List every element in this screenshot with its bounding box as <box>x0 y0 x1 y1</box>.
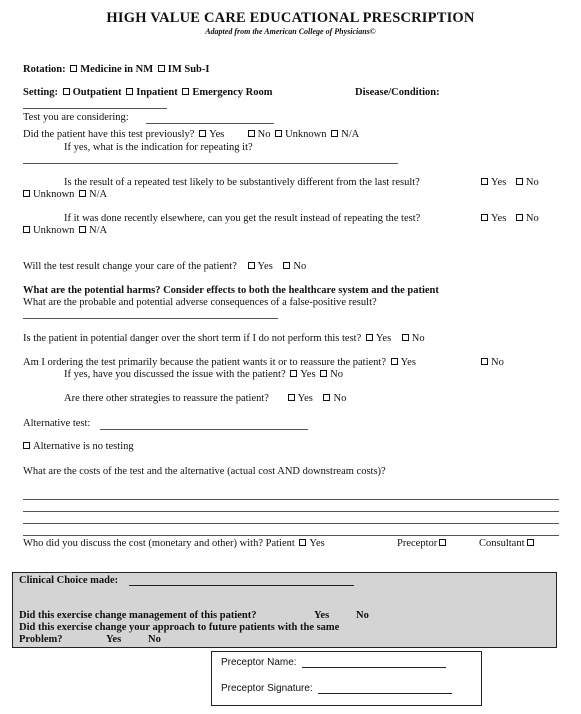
false-positive-question: What are the probable and potential adverse consequences of a false-positive result? <box>23 297 377 308</box>
costs-question: What are the costs of the test and the alternative (actual cost AND downstream costs)? <box>23 466 386 477</box>
repeat-no-checkbox[interactable] <box>516 178 523 185</box>
setting-er-label: Emergency Room <box>192 87 273 98</box>
approach-question-cont: Problem? <box>19 634 63 645</box>
discussed-row <box>64 369 343 380</box>
repeat-unknown-checkbox[interactable] <box>23 190 30 197</box>
discussed-no-checkbox[interactable] <box>320 370 327 377</box>
setting-outpatient-label: Outpatient <box>72 87 122 98</box>
rotation-subi-checkbox[interactable] <box>158 65 165 72</box>
management-yes[interactable]: Yes <box>314 610 330 621</box>
setting-row <box>23 87 273 98</box>
elsewhere-na-label: N/A <box>89 225 108 236</box>
elsewhere-yesno <box>479 213 539 224</box>
previous-unknown-checkbox[interactable] <box>275 130 282 137</box>
discuss-consultant <box>479 538 537 549</box>
danger-yes-label: Yes <box>375 333 392 344</box>
setting-underline <box>23 108 167 109</box>
approach-question: Did this exercise change your approach to future patients with the same <box>19 622 340 633</box>
strategies-yes-label: Yes <box>297 393 313 404</box>
repeat-yes-checkbox[interactable] <box>481 178 488 185</box>
previous-row <box>23 129 359 140</box>
setting-inpatient-checkbox[interactable] <box>126 88 133 95</box>
repeat-na-checkbox[interactable] <box>79 190 86 197</box>
rotation-label: Rotation: <box>23 64 66 75</box>
repeat-row2 <box>23 189 107 200</box>
indication-question: If yes, what is the indication for repeating it? <box>64 142 253 153</box>
elsewhere-yes-checkbox[interactable] <box>481 214 488 221</box>
costs-line-3[interactable] <box>23 523 559 524</box>
reassure-yes-label: Yes <box>400 357 416 368</box>
previous-yes-label: Yes <box>209 129 225 140</box>
costs-line-1[interactable] <box>23 499 559 500</box>
repeat-na-label: N/A <box>89 189 108 200</box>
elsewhere-no-checkbox[interactable] <box>516 214 523 221</box>
indication-field[interactable] <box>23 163 398 164</box>
no-testing-checkbox[interactable] <box>23 442 30 449</box>
change-care-yes-checkbox[interactable] <box>248 262 255 269</box>
discuss-question: Who did you discuss the cost (monetary and other) with? Patient <box>23 538 295 549</box>
reassure-yes-checkbox[interactable] <box>391 358 398 365</box>
change-care-question: Will the test result change your care of the patient? <box>23 261 237 272</box>
previous-na-checkbox[interactable] <box>331 130 338 137</box>
discuss-consultant-label: Consultant <box>479 538 525 549</box>
repeat-question: Is the result of a repeated test likely to be substantively different from the last result? <box>64 177 420 188</box>
elsewhere-unknown-label: Unknown <box>33 225 75 236</box>
change-care-yes-label: Yes <box>257 261 273 272</box>
previous-question: Did the patient have this test previously? <box>23 129 195 140</box>
strategies-row <box>64 393 346 404</box>
no-testing-row <box>23 441 134 452</box>
preceptor-signature-field[interactable] <box>318 693 452 694</box>
reassure-row <box>23 357 416 368</box>
discuss-preceptor-checkbox[interactable] <box>439 539 446 546</box>
form-subtitle: Adapted from the American College of Physicians© <box>205 27 376 36</box>
reassure-question: Am I ordering the test primarily because the patient wants it or to reassure the patient? <box>23 357 387 368</box>
change-care-row <box>23 261 306 272</box>
false-positive-field[interactable] <box>23 318 278 319</box>
form-title: HIGH VALUE CARE EDUCATIONAL PRESCRIPTION <box>106 10 475 26</box>
setting-inpatient-label: Inpatient <box>136 87 178 98</box>
costs-line-4[interactable] <box>23 535 559 536</box>
discuss-patient-checkbox[interactable] <box>299 539 306 546</box>
elsewhere-na-checkbox[interactable] <box>79 226 86 233</box>
elsewhere-yes-label: Yes <box>491 213 507 224</box>
repeat-unknown-label: Unknown <box>33 189 75 200</box>
strategies-yes-checkbox[interactable] <box>288 394 295 401</box>
discuss-row <box>23 538 325 549</box>
preceptor-name-label: Preceptor Name: <box>221 657 297 668</box>
setting-outpatient-checkbox[interactable] <box>63 88 70 95</box>
danger-row <box>23 333 425 344</box>
test-considering-field[interactable] <box>146 123 274 124</box>
rotation-medicine-label: Medicine in NM <box>80 64 154 75</box>
discussed-yes-label: Yes <box>300 369 316 380</box>
reassure-no <box>479 357 504 368</box>
danger-no-checkbox[interactable] <box>402 334 409 341</box>
strategies-no-checkbox[interactable] <box>323 394 330 401</box>
test-considering-label: Test you are considering: <box>23 112 129 123</box>
discuss-preceptor <box>397 538 449 549</box>
discuss-preceptor-label: Preceptor <box>397 538 438 549</box>
rotation-row <box>23 64 209 75</box>
danger-yes-checkbox[interactable] <box>366 334 373 341</box>
elsewhere-no-label: No <box>525 213 539 224</box>
harms-heading: What are the potential harms? Consider effects to both the healthcare system and the patient <box>23 285 439 296</box>
discuss-yes-label: Yes <box>309 538 325 549</box>
rotation-subi-label: IM Sub-I <box>167 64 210 75</box>
repeat-no-label: No <box>525 177 539 188</box>
setting-er-checkbox[interactable] <box>182 88 189 95</box>
discussed-question: If yes, have you discussed the issue with the patient? <box>64 369 286 380</box>
discussed-no-label: No <box>330 369 343 380</box>
strategies-question: Are there other strategies to reassure the patient? <box>64 393 269 404</box>
previous-no-checkbox[interactable] <box>248 130 255 137</box>
previous-no-label: No <box>257 129 271 140</box>
clinical-choice-field[interactable] <box>129 585 354 586</box>
preceptor-name-field[interactable] <box>302 667 446 668</box>
alternative-test-field[interactable] <box>100 429 308 430</box>
danger-question: Is the patient in potential danger over the short term if I do not perform this test? <box>23 333 362 344</box>
preceptor-signature-label: Preceptor Signature: <box>221 683 313 694</box>
costs-line-2[interactable] <box>23 511 559 512</box>
alternative-test-label: Alternative test: <box>23 418 91 429</box>
reassure-no-label: No <box>491 357 504 368</box>
no-testing-label: Alternative is no testing <box>33 441 134 452</box>
elsewhere-question: If it was done recently elsewhere, can you get the result instead of repeating the test? <box>64 213 421 224</box>
change-care-no-checkbox[interactable] <box>283 262 290 269</box>
disease-label: Disease/Condition: <box>355 87 440 98</box>
approach-no[interactable]: No <box>148 634 161 645</box>
management-no[interactable]: No <box>356 610 369 621</box>
strategies-no-label: No <box>333 393 347 404</box>
elsewhere-unknown-checkbox[interactable] <box>23 226 30 233</box>
danger-no-label: No <box>411 333 425 344</box>
repeat-yes-label: Yes <box>491 177 507 188</box>
repeat-yesno <box>479 177 539 188</box>
previous-yes-checkbox[interactable] <box>199 130 206 137</box>
elsewhere-row2 <box>23 225 107 236</box>
reassure-no-checkbox[interactable] <box>481 358 488 365</box>
approach-yes[interactable]: Yes <box>106 634 122 645</box>
setting-label: Setting: <box>23 87 58 98</box>
management-question: Did this exercise change management of this patient? <box>19 610 257 621</box>
discuss-consultant-checkbox[interactable] <box>527 539 534 546</box>
previous-unknown-label: Unknown <box>285 129 327 140</box>
discussed-yes-checkbox[interactable] <box>290 370 297 377</box>
change-care-no-label: No <box>293 261 307 272</box>
rotation-medicine-checkbox[interactable] <box>70 65 77 72</box>
previous-na-label: N/A <box>341 129 360 140</box>
clinical-choice-label: Clinical Choice made: <box>19 575 119 586</box>
